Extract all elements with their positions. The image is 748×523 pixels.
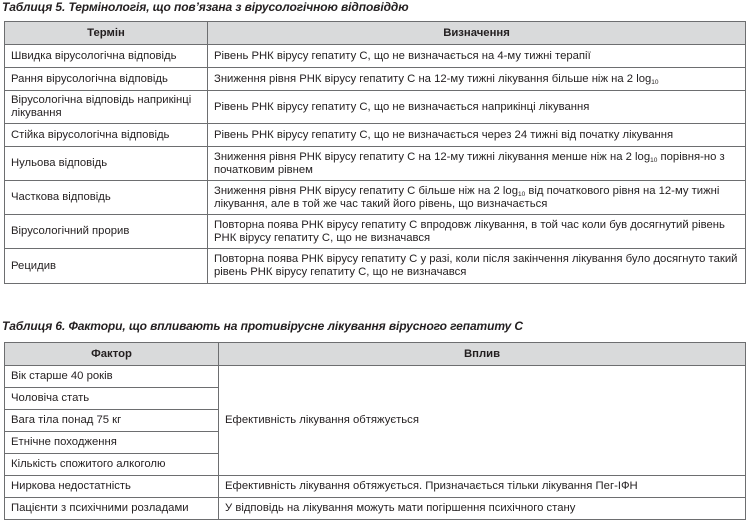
table-row [5, 45, 746, 68]
factor-cell: Вага тіла понад 75 кг [5, 410, 219, 432]
factor-cell: Пацієнти з психічними розладами [5, 498, 219, 520]
term-cell: Часткова відповідь [5, 181, 208, 215]
definition-cell [208, 181, 746, 215]
definition-text-tail: від початкового рівня на 12-му тижні лікування, але в той же час такий його рівень, що визначається [214, 184, 720, 210]
table-header-row [5, 22, 746, 45]
column-header-effect: Вплив [219, 343, 746, 366]
column-header-term: Термін [5, 22, 208, 45]
term-cell: Вірусологічний прорив [5, 215, 208, 249]
effect-cell: Ефективність лікування обтяжується. Призначається тільки лікування Пег-ІФН [219, 476, 746, 498]
factor-cell: Вік старше 40 років [5, 366, 219, 388]
definition-cell [208, 147, 746, 181]
table-row [5, 215, 746, 249]
definition-text: Зниження рівня РНК вірусу гепатиту С на 12-му тижні лікування менше ніж на 2 log [214, 150, 651, 163]
definition-cell: Повторна поява РНК вірусу гепатиту С у разі, коли після закінчення лікування було досягнуто такий рівень РНК вірусу гепатиту С, що не визначався [208, 249, 746, 284]
definition-cell [208, 68, 746, 91]
effect-cell: У відповідь на лікування можуть мати погіршення психічного стану [219, 498, 746, 520]
factor-cell: Чоловіча стать [5, 388, 219, 410]
table-row [5, 68, 746, 91]
table6-caption: Таблиця 6. Фактори, що впливають на противірусне лікування вірусного гепатиту С [2, 319, 523, 333]
column-header-definition: Визначення [208, 22, 746, 45]
table5-caption: Таблиця 5. Термінологія, що пов’язана з вірусологічною відповіддю [2, 0, 409, 14]
log-subscript: 10 [518, 190, 526, 198]
definition-text: Зниження рівня РНК вірусу гепатиту С більше ніж на 2 log [214, 184, 518, 197]
definition-cell: Рівень РНК вірусу гепатиту С, що не визначається через 24 тижні від початку лікування [208, 124, 746, 147]
factor-cell: Етнічне походження [5, 432, 219, 454]
effect-cell-merged: Ефективність лікування обтяжується [219, 366, 746, 476]
definition-cell: Повторна поява РНК вірусу гепатиту С впродовж лікування, в той час коли був досягнутий рівень РНК вірусу гепатиту С, що не визначався [208, 215, 746, 249]
term-cell: Стійка вірусологічна відповідь [5, 124, 208, 147]
log-subscript: 10 [651, 78, 659, 86]
factor-cell: Ниркова недостатність [5, 476, 219, 498]
table-row [5, 91, 746, 124]
column-header-factor: Фактор [5, 343, 219, 366]
table-row [5, 476, 746, 498]
definition-cell: Рівень РНК вірусу гепатиту С, що не визначається на 4-му тижні терапії [208, 45, 746, 68]
table-row [5, 249, 746, 284]
factor-cell: Кількість спожитого алкоголю [5, 454, 219, 476]
term-cell: Вірусологічна відповідь наприкінці лікування [5, 91, 208, 124]
table-row [5, 498, 746, 520]
table-row [5, 366, 746, 388]
table-row [5, 181, 746, 215]
table-header-row [5, 343, 746, 366]
term-cell: Швидка вірусологічна відповідь [5, 45, 208, 68]
definition-text: Зниження рівня РНК вірусу гепатиту С на 12-му тижні лікування більше ніж на 2 log [214, 72, 652, 85]
definition-text-tail: порівня-но з початковим рівнем [214, 150, 725, 176]
factors-table [4, 342, 746, 520]
log-subscript: 10 [650, 156, 658, 164]
term-cell: Рецидив [5, 249, 208, 284]
term-cell: Рання вірусологічна відповідь [5, 68, 208, 91]
table-row [5, 124, 746, 147]
terminology-table [4, 21, 746, 284]
definition-cell: Рівень РНК вірусу гепатиту С, що не визначається наприкінці лікування [208, 91, 746, 124]
table-row [5, 147, 746, 181]
term-cell: Нульова відповідь [5, 147, 208, 181]
